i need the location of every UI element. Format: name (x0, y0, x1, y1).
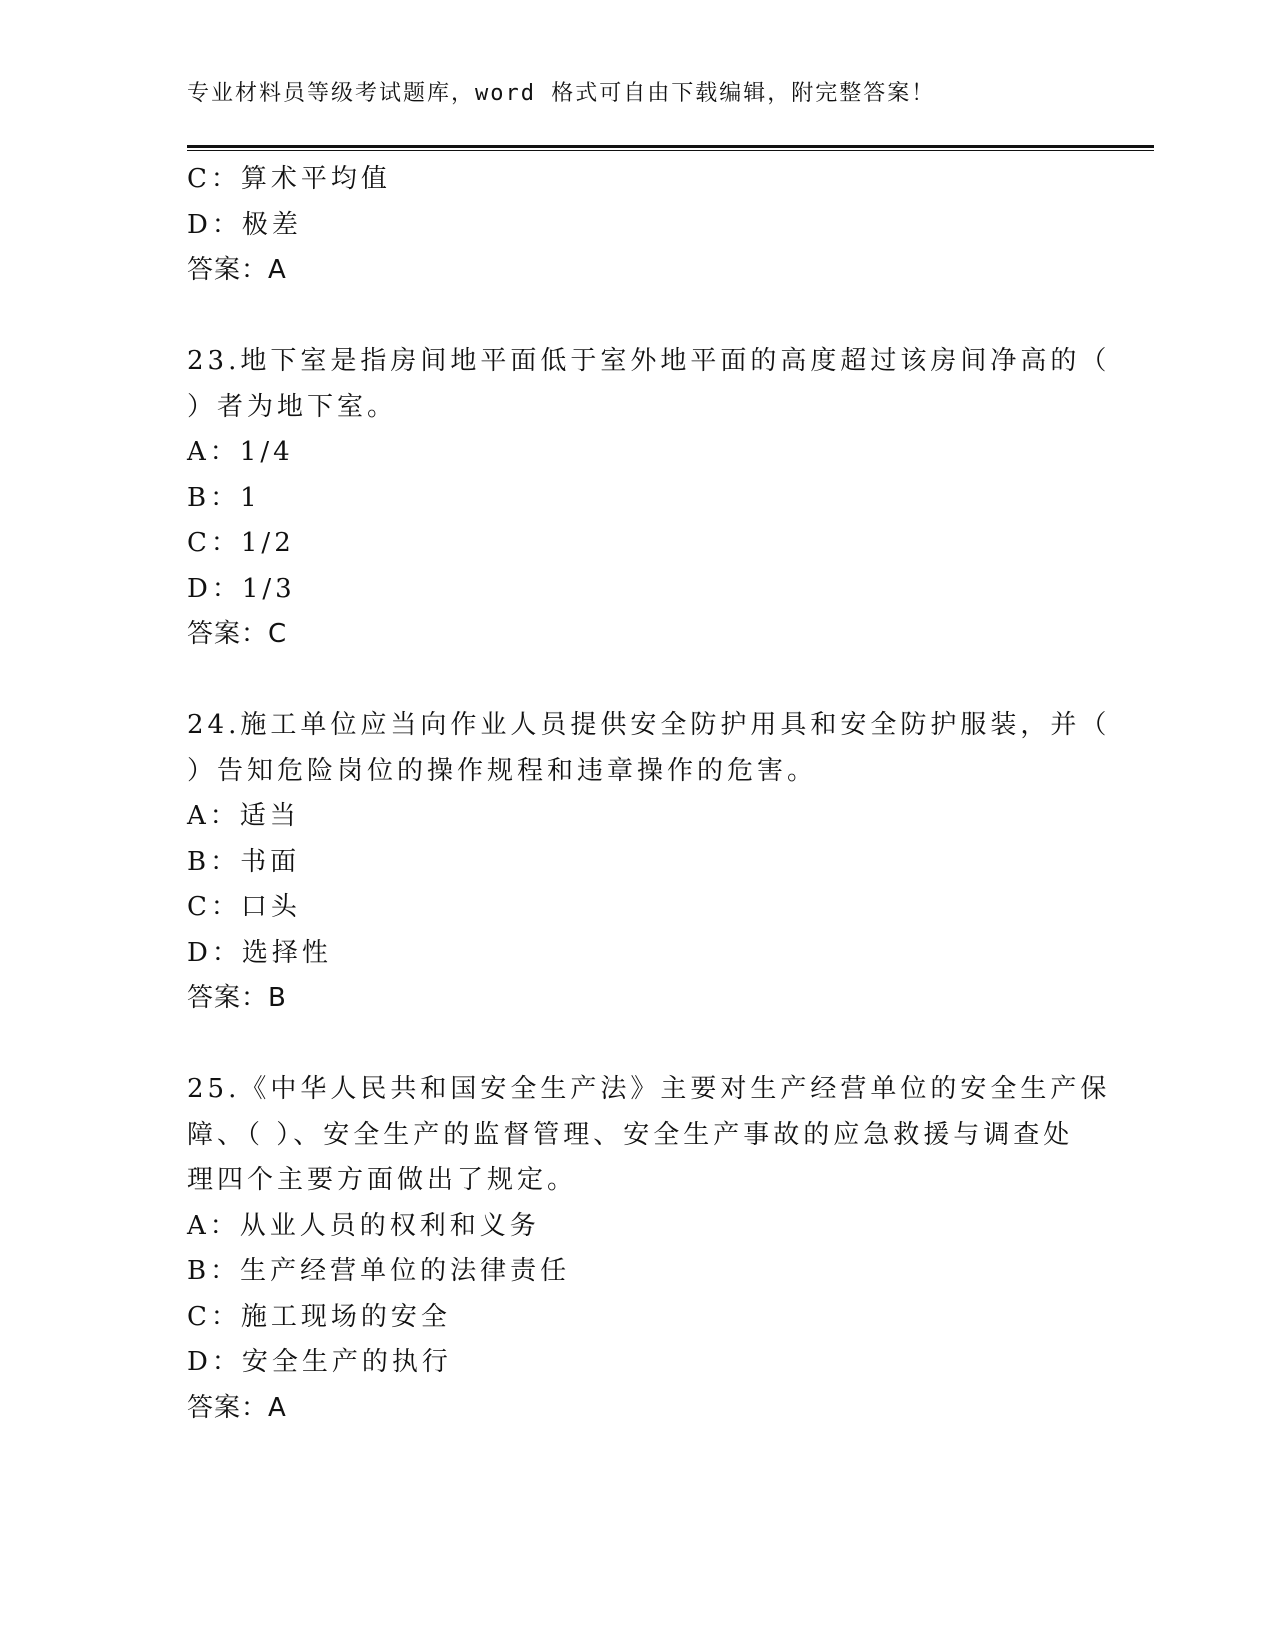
header-divider (187, 145, 1154, 151)
answer: 答案：C (187, 619, 288, 649)
option-a: A：适当 (187, 801, 300, 831)
spacer (187, 1022, 1067, 1068)
option-d: D：安全生产的执行 (187, 1347, 452, 1377)
question-stem: 25.《中华人民共和国安全生产法》主要对生产经营单位的安全生产保 (187, 1074, 1111, 1104)
question-content (187, 157, 1111, 1431)
option-d: D：1/3 (187, 573, 296, 604)
option-c: C：施工现场的安全 (187, 1301, 451, 1332)
option-b: B：生产经营单位的法律责任 (187, 1256, 571, 1286)
option-b: B：1 (187, 482, 261, 513)
option-d: D：极差 (187, 209, 302, 240)
option-b: B：书面 (187, 846, 301, 877)
question-stem: 24.施工单位应当向作业人员提供安全防护用具和安全防护服装，并（ (187, 710, 1111, 740)
spacer (187, 294, 1067, 340)
page-header-text: 专业材料员等级考试题库，word 格式可自由下载编辑，附完整答案！ (187, 81, 936, 106)
question-stem: ）告知危险岗位的操作规程和违章操作的危害。 (187, 755, 818, 786)
answer: 答案：A (187, 1392, 287, 1423)
option-c: C：1/2 (187, 528, 295, 558)
answer: 答案：B (187, 983, 287, 1013)
answer: 答案：A (187, 255, 287, 285)
question-stem: 23.地下室是指房间地平面低于室外地平面的高度超过该房间净高的（ (187, 346, 1111, 376)
option-d: D：选择性 (187, 937, 332, 968)
spacer (187, 658, 1067, 704)
option-c: C：算术平均值 (187, 164, 391, 194)
option-a: A：1/4 (187, 437, 294, 467)
question-stem: ）者为地下室。 (187, 391, 398, 422)
question-stem: 理四个主要方面做出了规定。 (187, 1165, 578, 1195)
option-a: A：从业人员的权利和义务 (187, 1210, 540, 1241)
question-stem: 障、（ ）、安全生产的监督管理、安全生产事故的应急救援与调查处 (187, 1119, 1074, 1150)
option-c: C：口头 (187, 892, 301, 922)
